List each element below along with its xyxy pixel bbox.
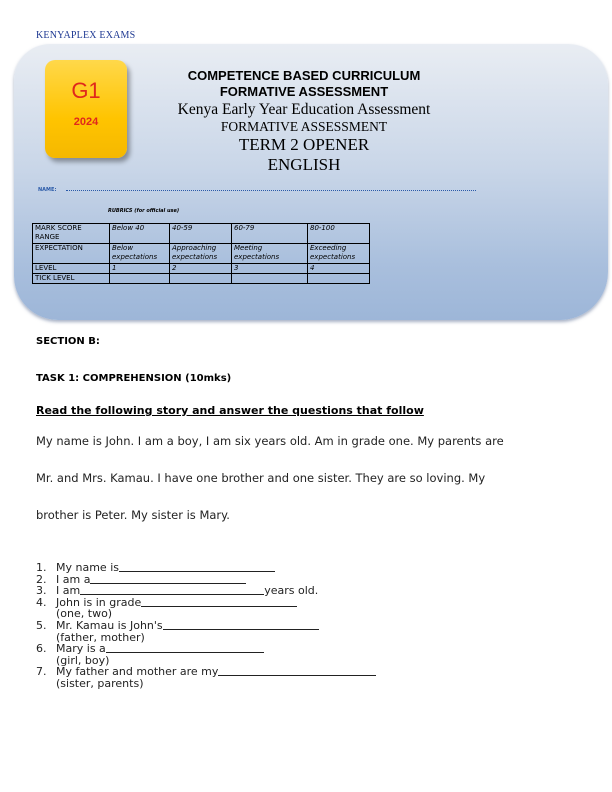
question-text: Mary is a <box>56 642 106 656</box>
header-line-3: Kenya Early Year Education Assessment <box>177 101 431 118</box>
question-options: (one, two) <box>56 607 113 621</box>
question-text: My father and mother are my <box>56 665 219 679</box>
name-label: NAME: <box>38 187 57 193</box>
table-cell: 60-79 <box>232 224 308 244</box>
rubric-table <box>32 223 370 284</box>
question-list <box>36 562 376 690</box>
answer-blank[interactable] <box>90 574 246 584</box>
rubrics-label: RUBRICS (for official use) <box>108 208 180 214</box>
grade-badge <box>45 60 127 158</box>
question-options: (sister, parents) <box>56 676 144 690</box>
table-cell: 3 <box>232 264 308 274</box>
answer-blank[interactable] <box>218 666 376 676</box>
list-item <box>36 643 376 655</box>
table-cell: 4 <box>308 264 370 274</box>
story-line: Mr. and Mrs. Kamau. I have one brother and one sister. They are so loving. My <box>36 471 486 485</box>
table-cell: 80-100 <box>308 224 370 244</box>
tick-cell[interactable] <box>232 274 308 284</box>
table-row <box>33 274 370 284</box>
table-cell: Below expectations <box>110 244 170 264</box>
question-number: 5. <box>36 618 47 632</box>
table-cell: 2 <box>170 264 232 274</box>
table-row <box>33 264 370 274</box>
question-text: I am <box>56 584 81 598</box>
table-cell: 1 <box>110 264 170 274</box>
table-cell: Meeting expectations <box>232 244 308 264</box>
section-heading: SECTION B: <box>36 336 100 347</box>
answer-blank[interactable] <box>106 643 264 653</box>
name-field[interactable] <box>38 187 478 193</box>
tick-cell[interactable] <box>110 274 170 284</box>
question-number: 1. <box>36 561 47 574</box>
answer-blank[interactable] <box>163 620 319 630</box>
table-cell: Below 40 <box>110 224 170 244</box>
task-heading: TASK 1: COMPREHENSION (10mks) <box>36 373 232 384</box>
year-label: 2024 <box>73 116 99 128</box>
brand-label: KENYAPLEX EXAMS <box>36 30 136 41</box>
header-line-1: COMPETENCE BASED CURRICULUM <box>187 68 421 83</box>
question-number: 2. <box>36 572 47 586</box>
question-suffix: years old. <box>264 584 319 598</box>
subject-title: ENGLISH <box>267 155 341 174</box>
header-line-4: FORMATIVE ASSESSMENT <box>220 119 388 134</box>
table-cell: TICK LEVEL <box>33 274 110 284</box>
question-number: 4. <box>36 595 47 609</box>
table-row <box>33 244 370 264</box>
table-cell: Approaching expectations <box>170 244 232 264</box>
name-dotted-line <box>66 190 476 191</box>
instruction-heading: Read the following story and answer the questions that follow <box>36 404 424 417</box>
answer-blank[interactable] <box>119 562 275 572</box>
answer-blank[interactable] <box>80 585 264 595</box>
question-text: I am a <box>56 572 91 586</box>
table-cell: 40-59 <box>170 224 232 244</box>
question-number: 7. <box>36 665 47 679</box>
tick-cell[interactable] <box>308 274 370 284</box>
term-title: TERM 2 OPENER <box>238 135 370 154</box>
list-item <box>36 620 376 632</box>
question-options: (girl, boy) <box>56 653 110 667</box>
header-line-2: FORMATIVE ASSESSMENT <box>219 84 389 99</box>
table-row <box>33 224 370 244</box>
list-item <box>36 574 376 586</box>
question-text: John is in grade <box>56 595 142 609</box>
list-item <box>36 562 376 574</box>
grade-label: G1 <box>71 78 101 103</box>
table-cell: Exceeding expectations <box>308 244 370 264</box>
table-cell: MARK SCORE RANGE <box>33 224 110 244</box>
answer-blank[interactable] <box>141 597 297 607</box>
story-line: My name is John. I am a boy, I am six years old. Am in grade one. My parents are <box>36 434 504 448</box>
question-text: Mr. Kamau is John's <box>56 618 163 632</box>
table-cell: LEVEL <box>33 264 110 274</box>
question-options: (father, mother) <box>56 630 145 644</box>
question-number: 6. <box>36 642 47 656</box>
question-text: My name is <box>56 561 119 574</box>
question-number: 3. <box>36 584 47 598</box>
table-cell: EXPECTATION <box>33 244 110 264</box>
tick-cell[interactable] <box>170 274 232 284</box>
assessment-header <box>136 68 472 175</box>
story-line: brother is Peter. My sister is Mary. <box>36 508 230 522</box>
